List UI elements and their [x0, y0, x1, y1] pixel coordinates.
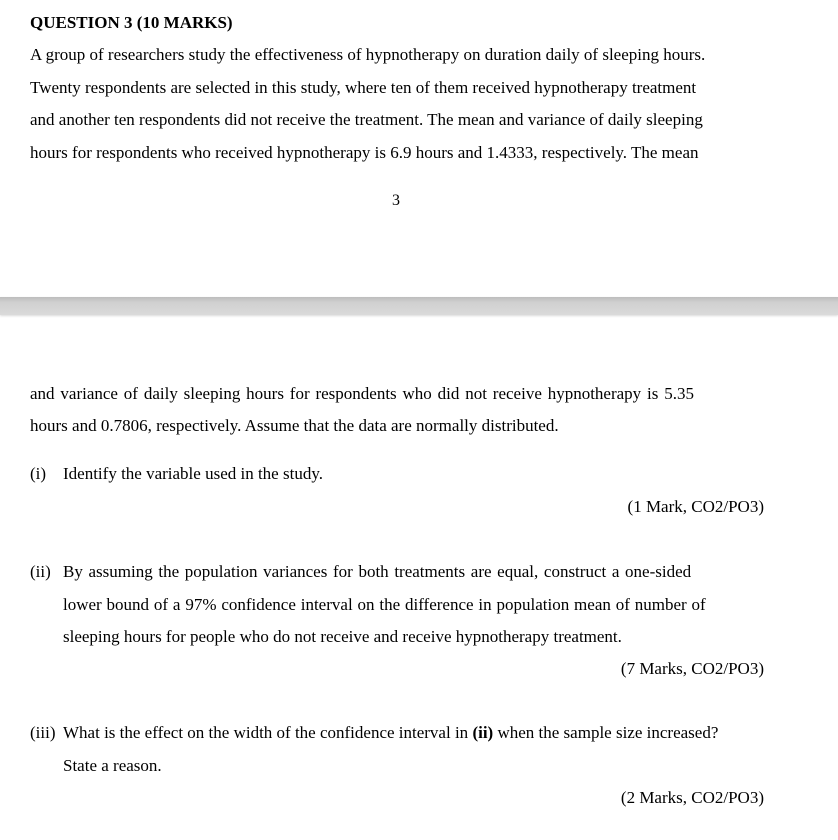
continued-line-1: and variance of daily sleeping hours for respondents who did not receive hypnotherapy is 5.35	[30, 384, 694, 403]
part-iii-line-2: State a reason.	[63, 756, 162, 775]
part-i-text: Identify the variable used in the study.	[63, 464, 323, 483]
intro-line-3: and another ten respondents did not receive the treatment. The mean and variance of daily sleeping	[30, 110, 703, 129]
question-title: QUESTION 3 (10 MARKS)	[30, 13, 233, 32]
part-ii-label: (ii)	[30, 562, 51, 581]
continued-line-2: hours and 0.7806, respectively. Assume that the data are normally distributed.	[30, 416, 559, 435]
page-number: 3	[392, 192, 400, 209]
part-i-label: (i)	[30, 464, 47, 483]
part-iii-line-1-start: What is the effect on the width of the confidence interval in	[63, 723, 473, 742]
intro-line-1: A group of researchers study the effectiveness of hypnotherapy on duration daily of sleeping hours.	[30, 45, 706, 64]
intro-line-2: Twenty respondents are selected in this study, where ten of them received hypnotherapy treatment	[30, 78, 697, 97]
part-iii-line-1-end: when the sample size increased?	[493, 723, 719, 742]
part-i-marks: (1 Mark, CO2/PO3)	[627, 497, 764, 516]
part-ii-line-3: sleeping hours for people who do not receive and receive hypnotherapy treatment.	[63, 627, 622, 646]
part-ii-marks: (7 Marks, CO2/PO3)	[620, 659, 764, 678]
page-break-separator	[0, 297, 838, 315]
part-iii-line-1	[63, 723, 718, 743]
part-ii-line-2: lower bound of a 97% confidence interval on the difference in population mean of number of	[63, 595, 706, 614]
part-ii-line-1: By assuming the population variances for both treatments are equal, construct a one-sided	[63, 562, 692, 581]
part-iii-label: (iii)	[30, 723, 56, 742]
part-iii-marks: (2 Marks, CO2/PO3)	[620, 788, 764, 807]
intro-line-4: hours for respondents who received hypnotherapy is 6.9 hours and 1.4333, respectively. The mean	[30, 143, 699, 162]
part-iii-reference: (ii)	[472, 723, 494, 742]
